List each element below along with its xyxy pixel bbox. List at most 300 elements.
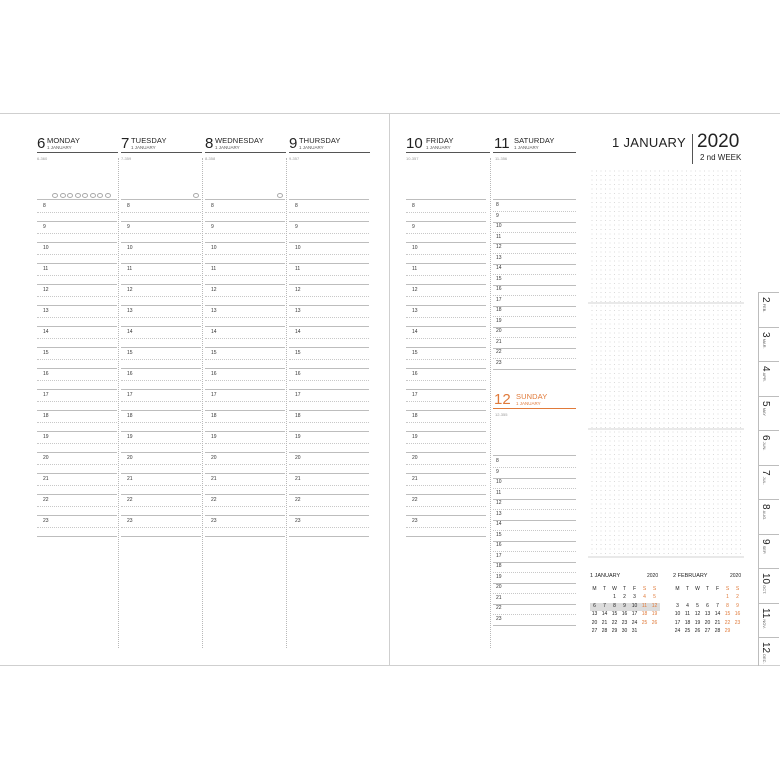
day-number: 10 <box>406 135 423 152</box>
half-hour-rule <box>121 485 201 486</box>
hour-rule <box>493 253 576 254</box>
hour-rule <box>37 452 117 453</box>
page-top-edge <box>0 113 780 114</box>
hour-label: 12 <box>295 287 301 293</box>
hour-label: 22 <box>43 497 49 503</box>
hour-rule <box>121 368 201 369</box>
half-hour-rule <box>205 464 285 465</box>
month-tab-abbr: MAR. <box>762 338 767 349</box>
calendar-day: 27 <box>591 628 598 635</box>
half-hour-rule <box>289 317 369 318</box>
day-count: 6-360 <box>37 156 48 161</box>
calendar-day: 12 <box>694 611 701 618</box>
calendar-day: 23 <box>621 619 628 626</box>
hour-rule <box>493 232 576 233</box>
hour-rule <box>406 263 486 264</box>
hour-label: 8 <box>496 202 499 208</box>
hour-rule <box>493 551 576 552</box>
hour-rule <box>37 347 117 348</box>
half-hour-rule <box>205 275 285 276</box>
calendar-day: 31 <box>631 628 638 635</box>
hour-rule <box>205 305 285 306</box>
half-hour-rule <box>37 422 117 423</box>
hour-rule <box>493 295 576 296</box>
hour-label: 20 <box>127 455 133 461</box>
month-tab-abbr: MAY <box>762 407 767 416</box>
calendar-day: 5 <box>653 594 656 600</box>
mini-calendar-year: 2020 <box>647 573 659 579</box>
hour-label: 14 <box>496 265 502 271</box>
month-tab-abbr: DEC. <box>762 654 767 664</box>
half-hour-rule <box>205 359 285 360</box>
hour-label: 13 <box>412 308 418 314</box>
hour-label: 17 <box>211 392 217 398</box>
all-day-rule <box>121 199 201 200</box>
hour-label: 19 <box>43 434 49 440</box>
hour-label: 22 <box>496 605 502 611</box>
month-tab-abbr: NOV. <box>762 618 767 629</box>
hour-rule <box>121 515 201 516</box>
half-hour-rule <box>205 380 285 381</box>
hour-rule <box>37 221 117 222</box>
month-tab-number: 7 <box>760 469 771 476</box>
hour-rule <box>493 488 576 489</box>
calendar-day: 8 <box>613 602 616 609</box>
hour-label: 8 <box>496 458 499 464</box>
hour-rule <box>37 473 117 474</box>
calendar-day: 20 <box>591 619 598 626</box>
half-hour-rule <box>406 401 486 402</box>
weekday-label: T <box>705 586 710 592</box>
hour-label: 9 <box>43 224 46 230</box>
month-tab-number: 10 <box>760 573 771 585</box>
weekday-label: W <box>695 586 700 592</box>
hour-rule <box>406 410 486 411</box>
hour-label: 16 <box>412 371 418 377</box>
calendar-day: 23 <box>734 619 741 626</box>
hour-rule <box>493 625 576 626</box>
day-name: SUNDAY <box>516 392 548 401</box>
calendar-day: 18 <box>684 619 691 626</box>
calendar-day: 16 <box>734 611 741 618</box>
half-hour-rule <box>121 338 201 339</box>
day-number: 11 <box>494 135 510 152</box>
week-header-divider <box>692 134 693 164</box>
all-day-rule <box>493 199 576 200</box>
hour-rule <box>205 515 285 516</box>
all-day-rule <box>406 199 486 200</box>
hour-rule <box>121 410 201 411</box>
hour-rule <box>121 536 201 537</box>
hour-rule <box>205 284 285 285</box>
calendar-day: 18 <box>641 611 648 618</box>
hour-rule <box>406 221 486 222</box>
hour-rule <box>493 285 576 286</box>
half-hour-rule <box>205 338 285 339</box>
month-tab[interactable] <box>759 534 779 569</box>
hour-rule <box>37 242 117 243</box>
half-hour-rule <box>406 233 486 234</box>
hour-rule <box>205 221 285 222</box>
hour-label: 17 <box>295 392 301 398</box>
half-hour-rule <box>205 401 285 402</box>
half-hour-rule <box>289 338 369 339</box>
hour-label: 13 <box>496 254 502 261</box>
hour-label: 9 <box>127 224 130 230</box>
calendar-day: 25 <box>641 619 648 626</box>
month-tab-number: 12 <box>760 642 771 654</box>
hour-rule <box>493 327 576 328</box>
half-hour-rule <box>37 506 117 507</box>
hour-rule <box>205 242 285 243</box>
calendar-day: 26 <box>651 619 658 626</box>
half-hour-rule <box>406 212 486 213</box>
hour-label: 14 <box>127 329 133 335</box>
half-hour-rule <box>37 380 117 381</box>
hour-label: 20 <box>43 455 49 461</box>
day-number: 8 <box>205 135 214 152</box>
hour-label: 21 <box>496 594 502 601</box>
half-hour-rule <box>37 233 117 234</box>
month-tab-label <box>758 539 776 554</box>
hour-rule <box>289 263 369 264</box>
hour-label: 19 <box>127 434 133 440</box>
marker-circle-icon <box>75 193 81 198</box>
calendar-day: 13 <box>591 611 598 618</box>
hour-rule <box>289 305 369 306</box>
weekday-label: S <box>652 586 657 592</box>
half-hour-rule <box>406 464 486 465</box>
half-hour-rule <box>121 296 201 297</box>
hour-label: 23 <box>43 518 49 524</box>
hour-label: 12 <box>211 287 217 293</box>
hour-rule <box>493 316 576 317</box>
month-tab[interactable] <box>759 499 779 534</box>
calendar-day: 14 <box>601 611 608 618</box>
hour-label: 14 <box>295 329 301 335</box>
hour-label: 11 <box>496 489 502 496</box>
hour-rule <box>205 494 285 495</box>
calendar-day: 24 <box>631 619 638 626</box>
calendar-day: 22 <box>724 619 731 626</box>
hour-rule <box>493 478 576 479</box>
marker-circle-icon <box>60 193 66 198</box>
hour-label: 17 <box>496 296 502 303</box>
day-month: 1 JANUARY <box>299 145 324 150</box>
half-hour-rule <box>289 527 369 528</box>
calendar-day: 10 <box>631 602 638 609</box>
hour-rule <box>493 509 576 510</box>
half-hour-rule <box>205 485 285 486</box>
weekday-label: S <box>642 586 647 592</box>
half-hour-rule <box>37 527 117 528</box>
hour-label: 21 <box>496 338 502 345</box>
calendar-day: 8 <box>726 602 729 609</box>
calendar-day: 25 <box>684 628 691 635</box>
hour-rule <box>406 326 486 327</box>
half-hour-rule <box>205 422 285 423</box>
day-marker-row <box>52 193 112 199</box>
hour-rule <box>406 242 486 243</box>
hour-label: 16 <box>211 371 217 377</box>
hour-label: 18 <box>127 413 133 419</box>
day-month: 1 JANUARY <box>131 145 156 150</box>
hour-rule <box>493 593 576 594</box>
hour-rule <box>406 368 486 369</box>
hour-label: 14 <box>43 329 49 335</box>
hour-rule <box>289 515 369 516</box>
hour-label: 22 <box>211 497 217 503</box>
hour-label: 15 <box>412 350 418 356</box>
hour-rule <box>205 326 285 327</box>
half-hour-rule <box>121 275 201 276</box>
hour-label: 17 <box>127 392 133 398</box>
marker-circle-icon <box>90 193 96 198</box>
half-hour-rule <box>406 317 486 318</box>
hour-rule <box>493 337 576 338</box>
month-tab[interactable] <box>759 465 779 500</box>
hour-label: 13 <box>496 510 502 517</box>
calendar-day: 12 <box>651 602 658 609</box>
hour-label: 9 <box>295 224 298 230</box>
half-hour-rule <box>205 527 285 528</box>
hour-rule <box>37 263 117 264</box>
half-hour-rule <box>406 338 486 339</box>
half-hour-rule <box>121 233 201 234</box>
page-bottom-edge <box>0 665 780 666</box>
day-month: 1 JANUARY <box>215 145 240 150</box>
half-hour-rule <box>121 212 201 213</box>
month-tab-number: 3 <box>760 331 771 338</box>
month-tab[interactable] <box>759 396 779 431</box>
hour-rule <box>406 347 486 348</box>
day-name: TUESDAY <box>131 136 167 145</box>
hour-rule <box>289 473 369 474</box>
hour-label: 11 <box>43 266 49 272</box>
calendar-day: 19 <box>694 619 701 626</box>
hour-rule <box>37 536 117 537</box>
weekday-label: M <box>675 586 680 592</box>
hour-rule <box>121 284 201 285</box>
half-hour-rule <box>289 464 369 465</box>
calendar-day: 2 <box>736 594 739 600</box>
hour-label: 15 <box>496 275 502 282</box>
calendar-day: 4 <box>686 602 689 609</box>
hour-label: 14 <box>496 521 502 527</box>
hour-rule <box>289 221 369 222</box>
half-hour-rule <box>406 485 486 486</box>
calendar-day: 1 <box>726 594 729 600</box>
half-hour-rule <box>37 296 117 297</box>
hour-label: 13 <box>127 308 133 314</box>
day-header-rule <box>121 152 202 153</box>
hour-rule <box>37 410 117 411</box>
hour-rule <box>289 410 369 411</box>
half-hour-rule <box>37 275 117 276</box>
month-tab[interactable] <box>759 568 779 603</box>
hour-rule <box>205 263 285 264</box>
weekday-label: T <box>602 586 607 592</box>
half-hour-rule <box>406 443 486 444</box>
hour-label: 12 <box>496 244 502 250</box>
hour-label: 23 <box>211 518 217 524</box>
hour-rule <box>121 347 201 348</box>
calendar-day: 30 <box>621 628 628 635</box>
month-tab-abbr: AUG. <box>762 510 767 521</box>
hour-label: 20 <box>211 455 217 461</box>
half-hour-rule <box>121 443 201 444</box>
half-hour-rule <box>406 422 486 423</box>
half-hour-rule <box>121 317 201 318</box>
calendar-day: 15 <box>611 611 618 618</box>
hour-rule <box>205 347 285 348</box>
half-hour-rule <box>121 380 201 381</box>
day-count: 11-356 <box>495 156 508 161</box>
hour-label: 10 <box>496 479 502 485</box>
month-tab[interactable] <box>759 637 779 672</box>
notes-dot-grid-svg <box>588 165 748 560</box>
hour-label: 19 <box>295 434 301 440</box>
half-hour-rule <box>406 506 486 507</box>
hour-rule <box>493 530 576 531</box>
month-tab[interactable] <box>759 430 779 465</box>
calendar-day: 7 <box>603 602 606 609</box>
hour-label: 21 <box>295 476 301 482</box>
hour-rule <box>121 305 201 306</box>
calendar-day: 19 <box>651 611 658 618</box>
hour-rule <box>205 431 285 432</box>
hour-rule <box>121 263 201 264</box>
hour-rule <box>406 284 486 285</box>
calendar-day: 17 <box>674 619 681 626</box>
hour-label: 14 <box>412 329 418 335</box>
half-hour-rule <box>289 212 369 213</box>
hour-rule <box>493 583 576 584</box>
half-hour-rule <box>406 527 486 528</box>
hour-rule <box>406 473 486 474</box>
hour-rule <box>289 284 369 285</box>
hour-label: 14 <box>211 329 217 335</box>
calendar-day: 6 <box>593 602 596 609</box>
half-hour-rule <box>289 296 369 297</box>
half-hour-rule <box>205 212 285 213</box>
calendar-day: 11 <box>641 602 648 609</box>
half-hour-rule <box>37 464 117 465</box>
hour-label: 18 <box>412 413 418 419</box>
hour-label: 13 <box>295 308 301 314</box>
hour-label: 11 <box>127 266 133 272</box>
hour-rule <box>289 536 369 537</box>
hour-rule <box>37 515 117 516</box>
half-hour-rule <box>406 380 486 381</box>
month-tab[interactable] <box>759 603 779 638</box>
half-hour-rule <box>289 401 369 402</box>
hour-label: 21 <box>43 476 49 482</box>
calendar-day: 7 <box>716 602 719 609</box>
mini-calendar-month: 1 JANUARY <box>590 573 621 579</box>
hour-label: 18 <box>211 413 217 419</box>
day-header-rule <box>289 152 370 153</box>
hour-rule <box>406 431 486 432</box>
calendar-day: 20 <box>704 619 711 626</box>
hour-rule <box>37 389 117 390</box>
calendar-day: 29 <box>724 628 731 635</box>
hour-label: 12 <box>496 500 502 506</box>
hour-rule <box>493 614 576 615</box>
hour-rule <box>493 604 576 605</box>
hour-label: 18 <box>496 307 502 313</box>
hour-rule <box>493 499 576 500</box>
hour-label: 21 <box>211 476 217 482</box>
hour-label: 22 <box>412 497 418 503</box>
day-month: 1 JANUARY <box>516 401 541 406</box>
day-header-rule <box>493 408 576 409</box>
half-hour-rule <box>121 464 201 465</box>
month-tab-number: 6 <box>760 435 771 441</box>
all-day-rule <box>37 199 117 200</box>
hour-label: 8 <box>211 203 214 209</box>
calendar-day: 16 <box>621 611 628 618</box>
hour-rule <box>37 494 117 495</box>
hour-rule <box>493 541 576 542</box>
month-tab-label <box>758 642 776 664</box>
calendar-day: 9 <box>623 602 626 609</box>
hour-rule <box>37 305 117 306</box>
hour-label: 13 <box>211 308 217 314</box>
day-month: 1 JANUARY <box>514 145 539 150</box>
day-number: 12 <box>494 391 511 408</box>
calendar-day: 29 <box>611 628 618 635</box>
hour-rule <box>205 452 285 453</box>
hour-label: 20 <box>496 584 502 590</box>
half-hour-rule <box>121 422 201 423</box>
half-hour-rule <box>121 254 201 255</box>
hour-label: 22 <box>496 349 502 355</box>
hour-rule <box>121 431 201 432</box>
calendar-day: 1 <box>613 594 616 600</box>
half-hour-rule <box>37 317 117 318</box>
calendar-day: 26 <box>694 628 701 635</box>
month-tab[interactable] <box>759 292 779 327</box>
hour-label: 16 <box>295 371 301 377</box>
hour-rule <box>406 515 486 516</box>
half-hour-rule <box>205 443 285 444</box>
hour-label: 22 <box>127 497 133 503</box>
hour-rule <box>289 452 369 453</box>
hour-rule <box>493 520 576 521</box>
weekday-label: T <box>622 586 627 592</box>
month-tab[interactable] <box>759 327 779 362</box>
hour-rule <box>493 243 576 244</box>
half-hour-rule <box>205 254 285 255</box>
hour-label: 10 <box>412 245 418 251</box>
hour-label: 8 <box>127 203 130 209</box>
month-tab-abbr: FEB. <box>762 303 767 313</box>
weekday-label: S <box>725 586 730 592</box>
hour-label: 15 <box>43 350 49 356</box>
half-hour-rule <box>289 275 369 276</box>
hour-label: 12 <box>43 287 49 293</box>
month-tab-number: 4 <box>760 366 771 372</box>
hour-rule <box>121 389 201 390</box>
month-tab-abbr: SEP. <box>762 545 767 554</box>
marker-circle-icon <box>67 193 73 198</box>
page-spine <box>389 113 390 666</box>
half-hour-rule <box>289 233 369 234</box>
month-tab[interactable] <box>759 361 779 396</box>
hour-label: 9 <box>211 224 214 230</box>
hour-rule <box>406 536 486 537</box>
